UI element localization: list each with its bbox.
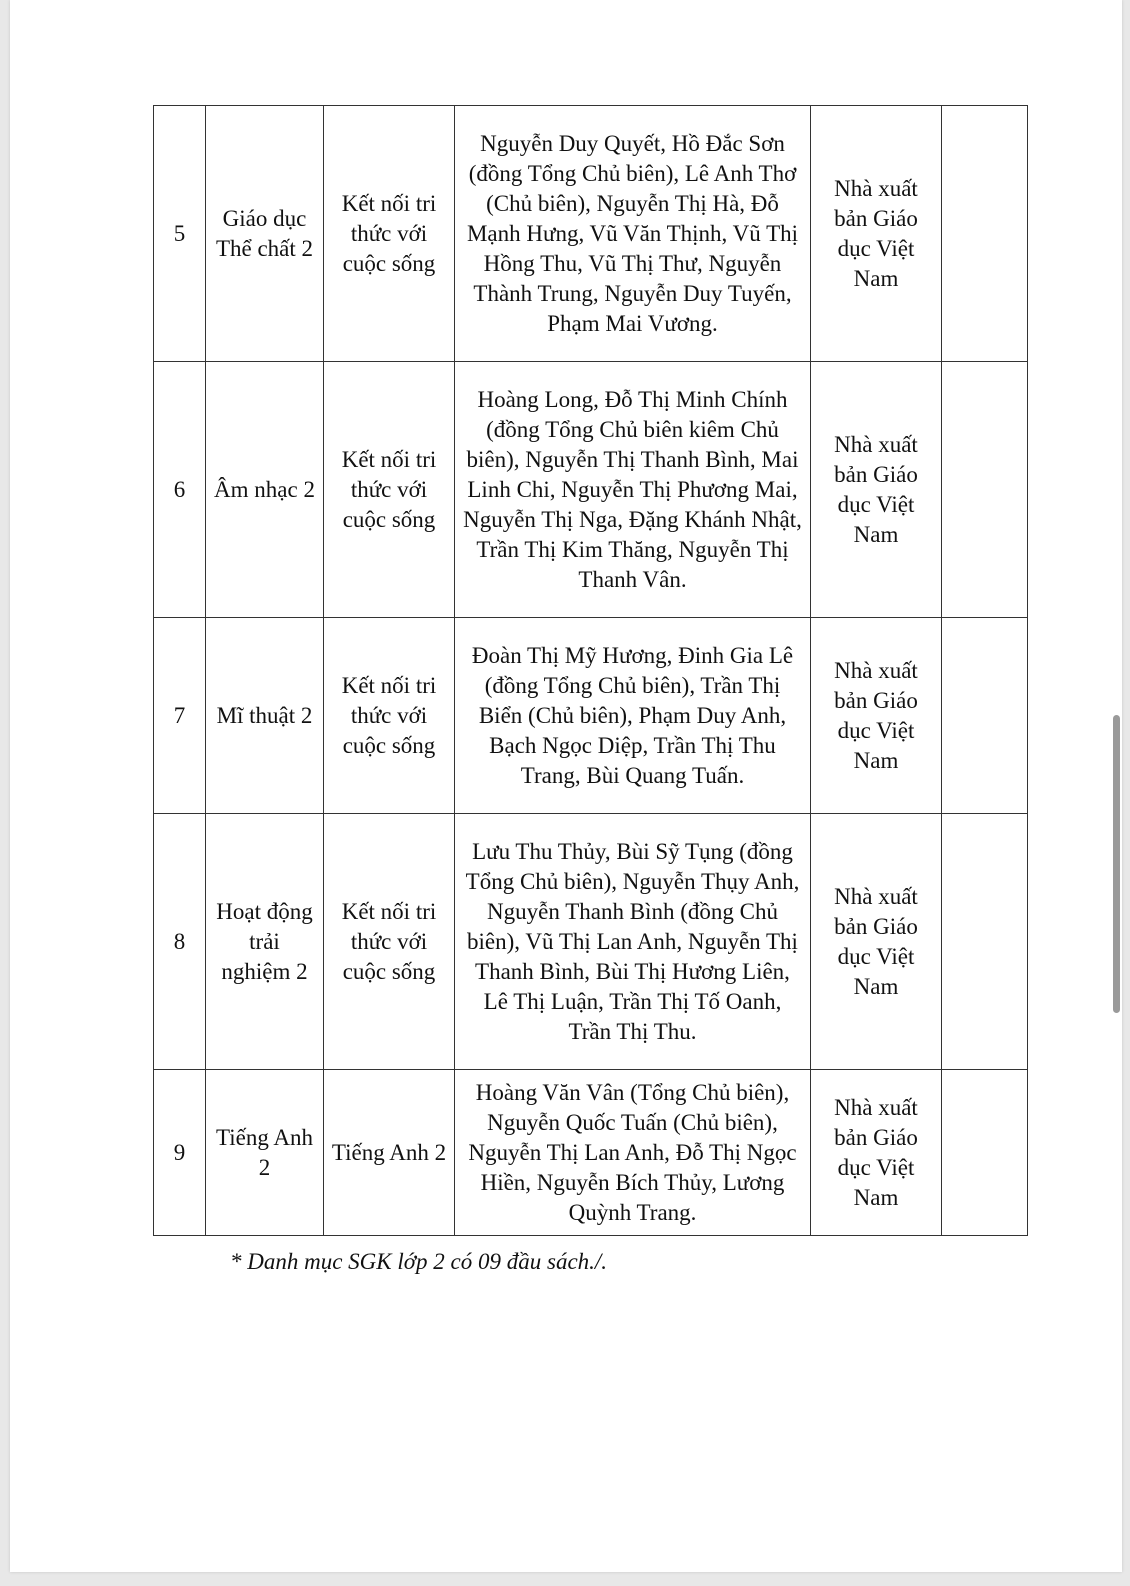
authors-cell: Nguyễn Duy Quyết, Hồ Đắc Sơn (đồng Tổng Chủ biên), Lê Anh Thơ (Chủ biên), Nguyễn Thị Hà, Đỗ Mạnh Hưng, Vũ Văn Thịnh, Vũ Thị Hồng Thu, Vũ Thị Thư, Nguyễn Thành Trung, Nguyễn Duy Tuyến, Phạm Mai Vương.: [455, 106, 811, 362]
publisher-cell: Nhà xuất bản Giáo dục Việt Nam: [811, 106, 942, 362]
footnote: * Danh mục SGK lớp 2 có 09 đầu sách./.: [230, 1249, 608, 1274]
publisher-cell: Nhà xuất bản Giáo dục Việt Nam: [811, 814, 942, 1070]
table-row: [154, 618, 1028, 814]
row-number: 5: [154, 106, 206, 362]
row-number: 7: [154, 618, 206, 814]
authors-cell: Hoàng Văn Vân (Tổng Chủ biên), Nguyễn Quốc Tuấn (Chủ biên), Nguyễn Thị Lan Anh, Đỗ Thị Ngọc Hiền, Nguyễn Bích Thủy, Lương Quỳnh Trang.: [455, 1070, 811, 1236]
publisher-cell: Nhà xuất bản Giáo dục Việt Nam: [811, 362, 942, 618]
row-number: 6: [154, 362, 206, 618]
authors-cell: Lưu Thu Thủy, Bùi Sỹ Tụng (đồng Tổng Chủ biên), Nguyễn Thụy Anh, Nguyễn Thanh Bình (đồng Chủ biên), Vũ Thị Lan Anh, Nguyễn Thị Thanh Bình, Bùi Thị Hương Liên, Lê Thị Luận, Trần Thị Tố Oanh, Trần Thị Thu.: [455, 814, 811, 1070]
document-page: [10, 0, 1122, 1572]
textbook-table: [153, 105, 1028, 1236]
subject-cell: Mĩ thuật 2: [206, 618, 324, 814]
series-cell: Kết nối tri thức với cuộc sống: [324, 814, 455, 1070]
publisher-cell: Nhà xuất bản Giáo dục Việt Nam: [811, 1070, 942, 1236]
series-cell: Kết nối tri thức với cuộc sống: [324, 106, 455, 362]
table-row: [154, 362, 1028, 618]
note-cell: [942, 362, 1028, 618]
note-cell: [942, 1070, 1028, 1236]
row-number: 8: [154, 814, 206, 1070]
note-cell: [942, 106, 1028, 362]
series-cell: Tiếng Anh 2: [324, 1070, 455, 1236]
series-cell: Kết nối tri thức với cuộc sống: [324, 362, 455, 618]
authors-cell: Đoàn Thị Mỹ Hương, Đinh Gia Lê (đồng Tổng Chủ biên), Trần Thị Biển (Chủ biên), Phạm Duy Anh, Bạch Ngọc Diệp, Trần Thị Thu Trang, Bùi Quang Tuấn.: [455, 618, 811, 814]
row-number: 9: [154, 1070, 206, 1236]
table-row: [154, 814, 1028, 1070]
series-cell: Kết nối tri thức với cuộc sống: [324, 618, 455, 814]
publisher-cell: Nhà xuất bản Giáo dục Việt Nam: [811, 618, 942, 814]
subject-cell: Hoạt động trải nghiệm 2: [206, 814, 324, 1070]
table-row: [154, 106, 1028, 362]
note-cell: [942, 618, 1028, 814]
table-row: [154, 1070, 1028, 1236]
subject-cell: Tiếng Anh 2: [206, 1070, 324, 1236]
subject-cell: Âm nhạc 2: [206, 362, 324, 618]
authors-cell: Hoàng Long, Đỗ Thị Minh Chính (đồng Tổng Chủ biên kiêm Chủ biên), Nguyễn Thị Thanh Bình, Mai Linh Chi, Nguyễn Thị Phương Mai, Nguyễn Thị Nga, Đặng Khánh Nhật, Trần Thị Kim Thăng, Nguyễn Thị Thanh Vân.: [455, 362, 811, 618]
note-cell: [942, 814, 1028, 1070]
subject-cell: Giáo dục Thể chất 2: [206, 106, 324, 362]
vertical-scrollbar[interactable]: [1113, 715, 1120, 1013]
